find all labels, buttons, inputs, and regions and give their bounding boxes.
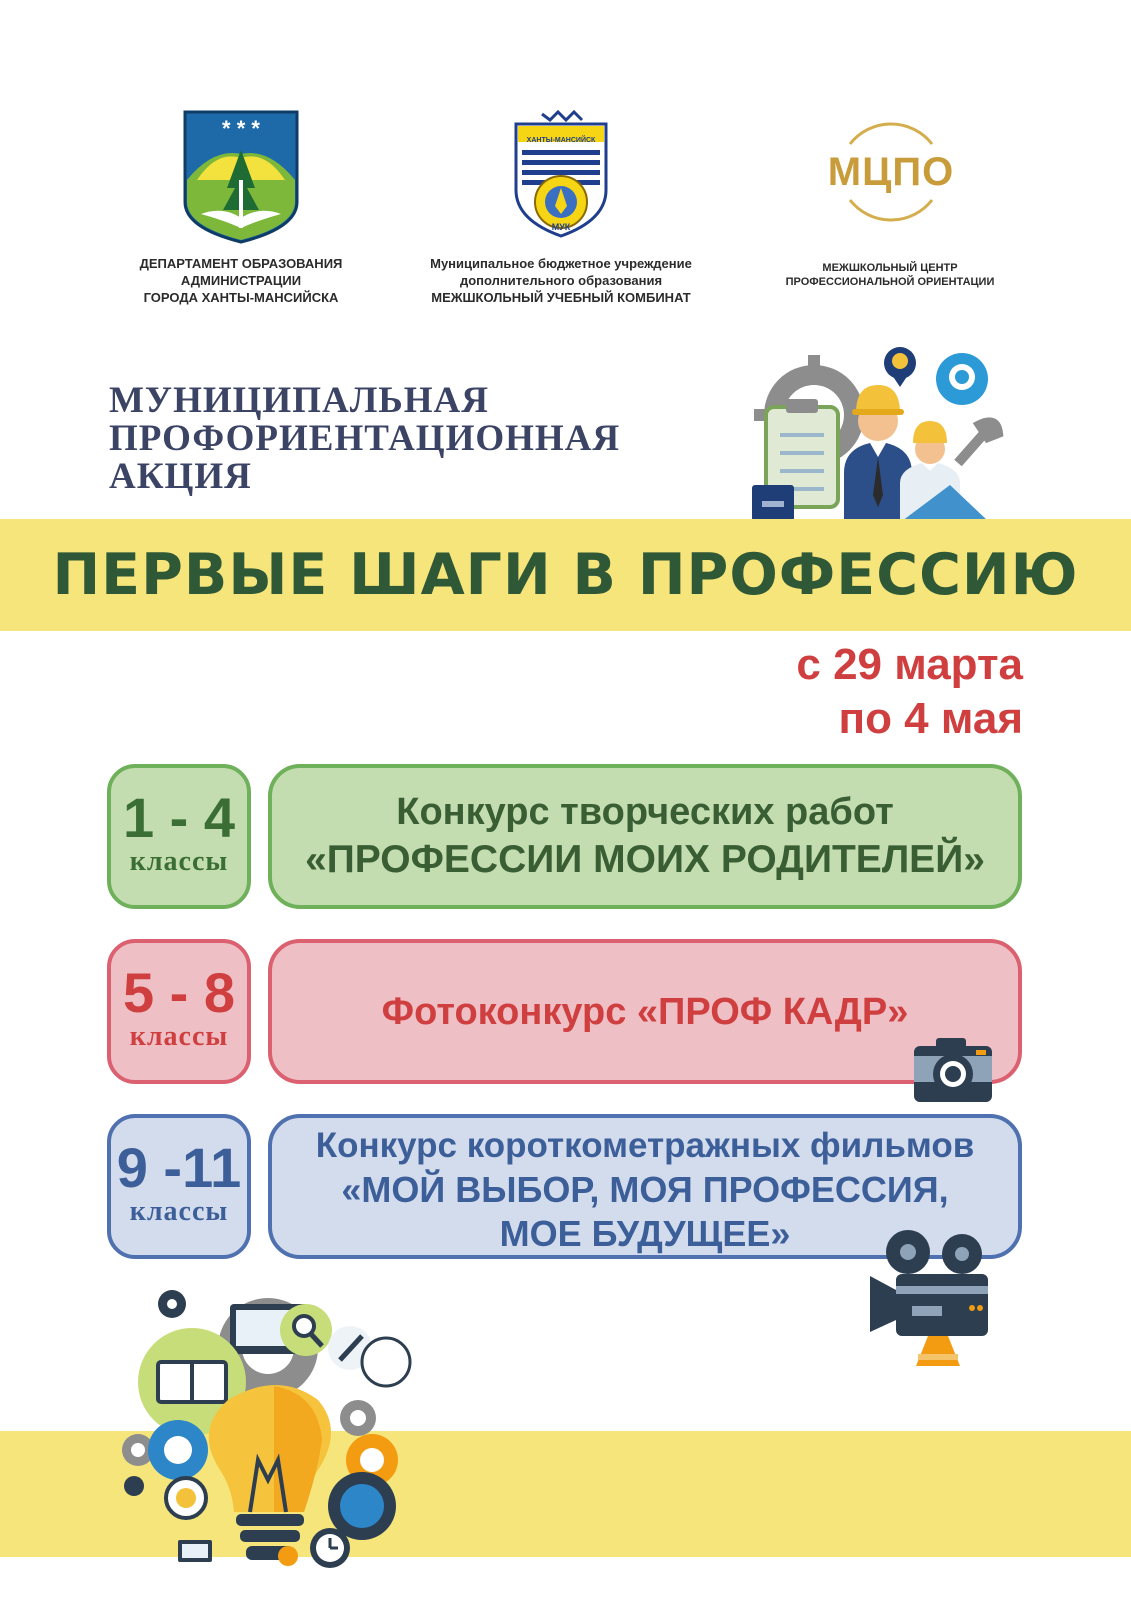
grade-range: 9 -11 xyxy=(116,1136,242,1199)
contest-line-3: МОЕ БУДУЩЕЕ» xyxy=(499,1213,791,1254)
dept-caption-line-1: ДЕПАРТАМЕНТ ОБРАЗОВАНИЯ xyxy=(139,256,343,271)
campaign-dates xyxy=(796,638,1023,746)
grade-range: 1 - 4 xyxy=(122,786,236,849)
grade-box-1-4 xyxy=(107,764,251,909)
contest-line-1: Конкурс короткометражных фильмов xyxy=(315,1126,975,1165)
muk-caption-line-3: МЕЖШКОЛЬНЫЙ УЧЕБНЫЙ КОМБИНАТ xyxy=(431,290,691,305)
muk-caption xyxy=(408,255,714,306)
movie-camera-icon xyxy=(868,1228,994,1368)
mcpo-caption-line-2: ПРОФЕССИОНАЛЬНОЙ ОРИЕНТАЦИИ xyxy=(785,276,995,288)
dept-logo xyxy=(183,110,299,244)
grade-word: классы xyxy=(129,1021,229,1052)
muk-caption-line-2: дополнительного образования xyxy=(459,273,663,288)
contest-box-creative-works xyxy=(268,764,1022,909)
mcpo-caption-line-1: МЕЖШКОЛЬНЫЙ ЦЕНТР xyxy=(822,262,958,274)
professions-illustration-icon xyxy=(752,345,1014,533)
mcpo-logo xyxy=(820,116,962,228)
lightbulb-gears-illustration-icon xyxy=(118,1290,418,1580)
mcpo-logo-text: МЦПО xyxy=(827,150,955,194)
date-start: с 29 марта xyxy=(796,640,1023,689)
subtitle-line-3: АКЦИЯ xyxy=(109,456,252,497)
grade-word: классы xyxy=(129,1196,229,1227)
grade-word: классы xyxy=(129,846,229,877)
campaign-subtitle xyxy=(109,382,620,496)
muk-emblem-top-text: ХАНТЫ-МАНСИЙСК xyxy=(526,137,596,144)
dept-caption-line-2: АДМИНИСТРАЦИИ xyxy=(180,273,302,288)
muk-emblem-bottom-text: МУК xyxy=(551,222,571,232)
mcpo-caption xyxy=(770,261,1010,289)
photo-camera-icon xyxy=(912,1036,994,1104)
main-title: ПЕРВЫЕ ШАГИ В ПРОФЕССИЮ xyxy=(52,542,1079,608)
contest-line-1: Конкурс творческих работ xyxy=(396,791,894,833)
contest-line-2: «МОЙ ВЫБОР, МОЯ ПРОФЕССИЯ, xyxy=(341,1169,949,1210)
grade-box-5-8 xyxy=(107,939,251,1084)
subtitle-line-1: МУНИЦИПАЛЬНАЯ xyxy=(109,380,489,421)
contest-text xyxy=(272,789,1018,883)
contest-box-photo xyxy=(268,939,1022,1084)
coat-of-arms-stars: * * * xyxy=(222,116,260,141)
contest-line-2: «ПРОФЕССИИ МОИХ РОДИТЕЛЕЙ» xyxy=(305,838,985,881)
subtitle-line-2: ПРОФОРИЕНТАЦИОННАЯ xyxy=(109,418,621,459)
muk-logo xyxy=(512,110,610,244)
contest-line-1: Фотоконкурс «ПРОФ КАДР» xyxy=(381,991,909,1033)
grade-range: 5 - 8 xyxy=(122,961,236,1024)
muk-caption-line-1: Муниципальное бюджетное учреждение xyxy=(430,256,692,271)
dept-caption-line-3: ГОРОДА ХАНТЫ-МАНСИЙСКА xyxy=(143,290,339,305)
dept-caption xyxy=(120,255,362,306)
grade-box-9-11 xyxy=(107,1114,251,1259)
date-end: по 4 мая xyxy=(838,694,1023,743)
contest-text xyxy=(272,989,1018,1036)
